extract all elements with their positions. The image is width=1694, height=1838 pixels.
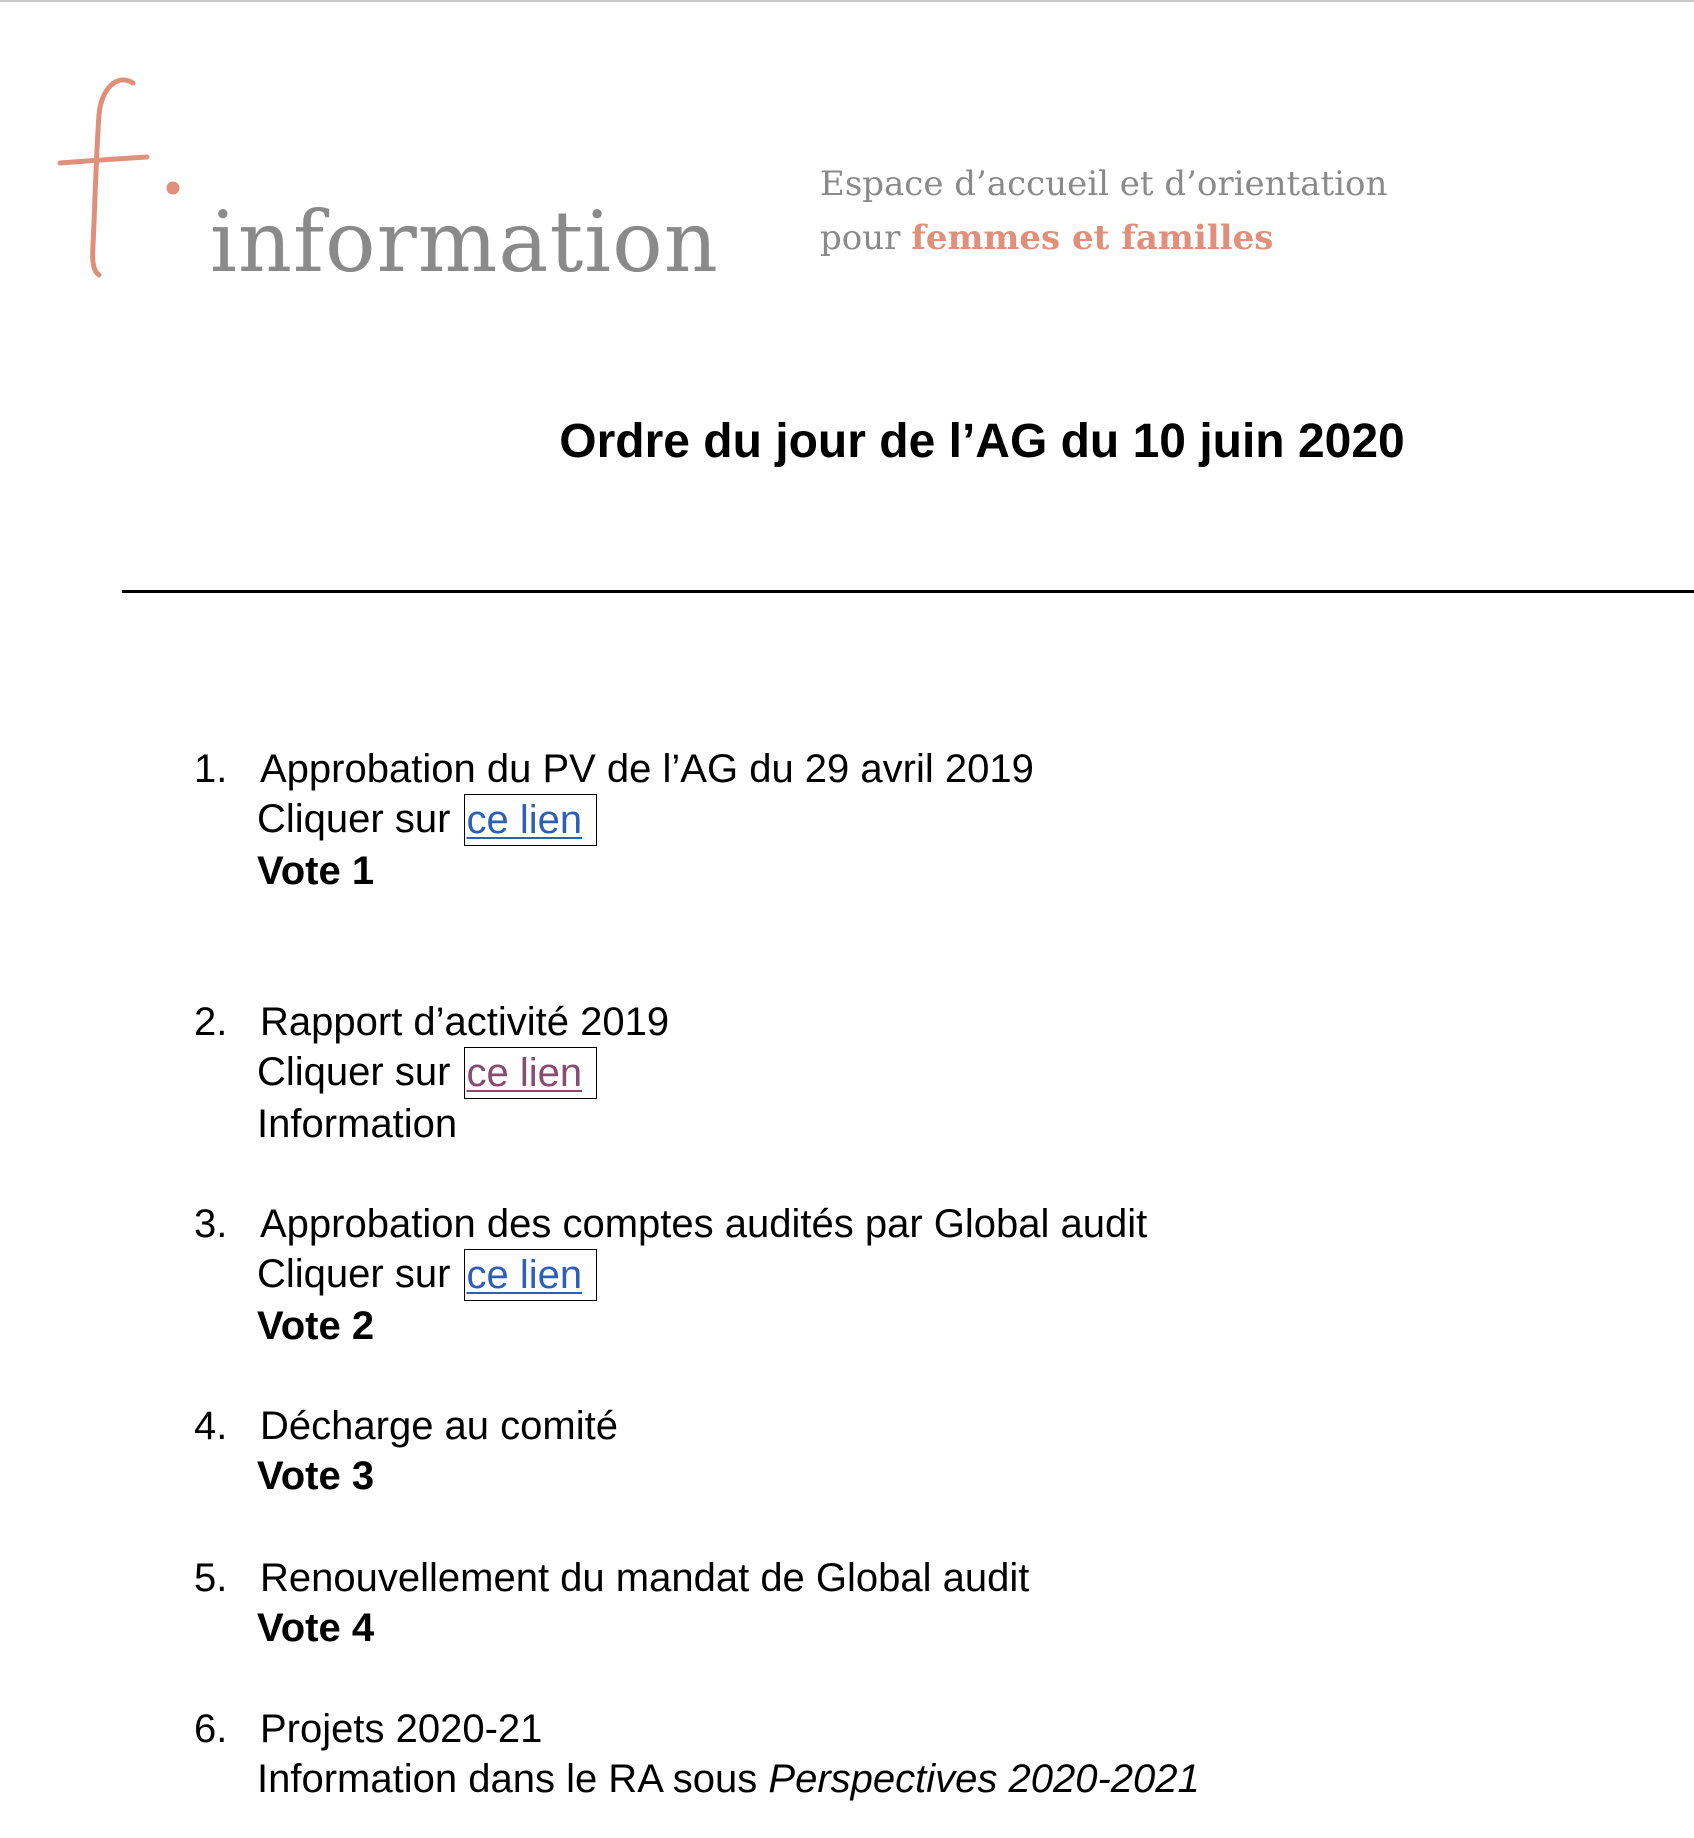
- agenda-item-6: [194, 1704, 1200, 1804]
- item-title: Renouvellement du mandat de Global audit: [260, 1556, 1030, 1600]
- item-number: 1.: [194, 747, 228, 791]
- item-number: 2.: [194, 1000, 228, 1044]
- item-title: Rapport d’activité 2019: [260, 1000, 670, 1044]
- link-box: [464, 1249, 598, 1301]
- item-number: 4.: [194, 1404, 228, 1448]
- pv-link[interactable]: ce lien: [466, 798, 583, 842]
- item-vote: Vote 3: [257, 1454, 375, 1498]
- agenda-item-heading: [194, 1401, 618, 1451]
- note-prefix: Information dans le RA sous: [257, 1757, 769, 1801]
- item-note: [194, 1754, 1200, 1804]
- item-vote: Vote 2: [257, 1304, 375, 1348]
- item-title: Décharge au comité: [260, 1404, 618, 1448]
- logo-wordmark: information: [210, 193, 719, 291]
- item-title: Approbation des comptes audités par Global audit: [260, 1202, 1148, 1246]
- agenda-item-3: [194, 1199, 1147, 1351]
- item-number: 5.: [194, 1556, 228, 1600]
- divider: [122, 590, 1694, 593]
- item-link-line: [194, 1047, 669, 1099]
- agenda-item-5: [194, 1553, 1029, 1653]
- tagline: [820, 157, 1387, 265]
- agenda-item-heading: [194, 1704, 1200, 1754]
- agenda-item-2: [194, 997, 669, 1149]
- item-number: 6.: [194, 1707, 228, 1751]
- note-italic: Perspectives 2020-2021: [768, 1757, 1200, 1801]
- item-link-line: [194, 794, 1034, 846]
- link-prefix: Cliquer sur: [257, 1252, 462, 1296]
- logo: [55, 75, 719, 291]
- agenda-item-heading: [194, 744, 1034, 794]
- agenda-item-1: [194, 744, 1034, 896]
- page-title: Ordre du jour de l’AG du 10 juin 2020: [559, 415, 1405, 468]
- tagline-accent: femmes et familles: [911, 218, 1274, 258]
- tagline-prefix: pour: [820, 218, 912, 258]
- agenda-item-heading: [194, 1553, 1029, 1603]
- f-script-icon: [55, 75, 205, 280]
- item-vote: Vote 4: [257, 1606, 375, 1650]
- link-box: [464, 1047, 598, 1099]
- comptes-link[interactable]: ce lien: [466, 1253, 583, 1297]
- item-title: Projets 2020-21: [260, 1707, 543, 1751]
- agenda-item-heading: [194, 1199, 1147, 1249]
- link-prefix: Cliquer sur: [257, 797, 462, 841]
- item-note: Information: [257, 1102, 458, 1146]
- agenda-item-4: [194, 1401, 618, 1501]
- item-vote: Vote 1: [257, 849, 375, 893]
- top-rule: [0, 0, 1694, 2]
- link-prefix: Cliquer sur: [257, 1050, 462, 1094]
- agenda-item-heading: [194, 997, 669, 1047]
- link-box: [464, 794, 598, 846]
- tagline-line2: [820, 211, 1387, 265]
- item-number: 3.: [194, 1202, 228, 1246]
- rapport-link[interactable]: ce lien: [466, 1051, 583, 1095]
- item-link-line: [194, 1249, 1147, 1301]
- item-title: Approbation du PV de l’AG du 29 avril 2019: [260, 747, 1034, 791]
- tagline-line1: Espace d’accueil et d’orientation: [820, 164, 1388, 204]
